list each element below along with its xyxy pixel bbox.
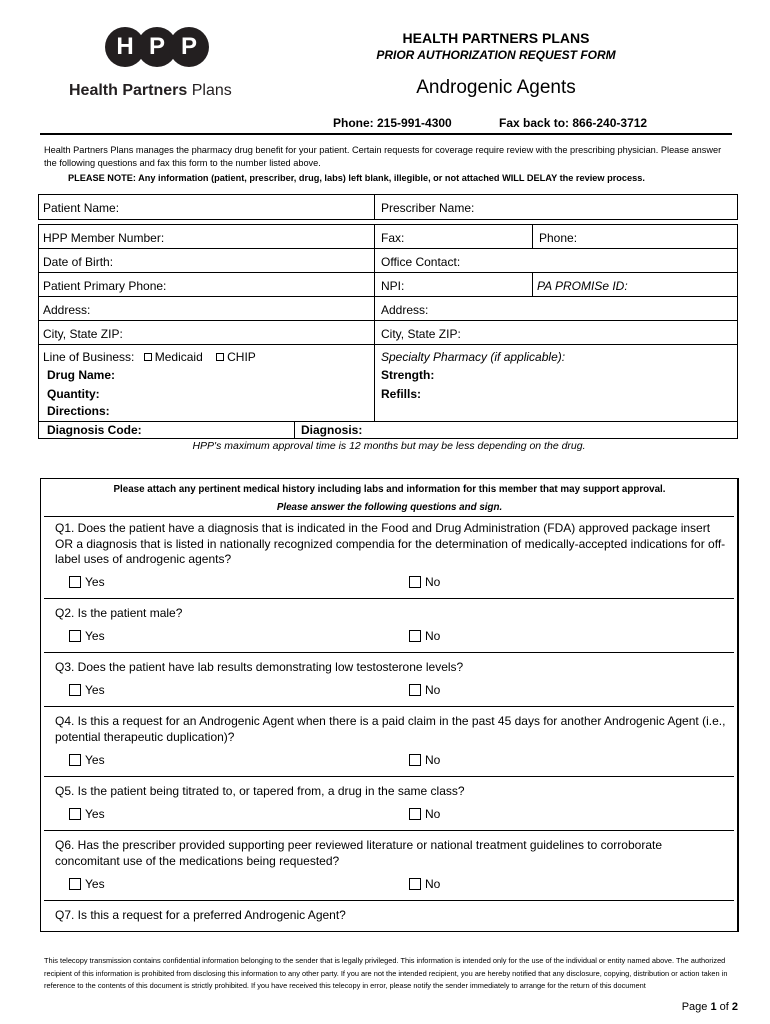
please-note: PLEASE NOTE: Any information (patient, prescriber, drug, labs) left blank, illegible, or not attached WILL DELAY the review process. bbox=[68, 173, 645, 183]
logo-wordmark-light: Plans bbox=[191, 82, 232, 99]
logo-letter-h: H bbox=[105, 27, 145, 67]
form-org-title: HEALTH PARTNERS PLANS bbox=[402, 30, 590, 46]
patient-name-field[interactable]: Patient Name: bbox=[43, 201, 120, 215]
q4-no-option[interactable] bbox=[409, 753, 440, 767]
drug-class-title: Androgenic Agents bbox=[416, 77, 576, 98]
grid-line bbox=[38, 272, 738, 273]
q2-no-label: No bbox=[425, 629, 441, 643]
chip-label: CHIP bbox=[227, 350, 256, 364]
question-separator bbox=[44, 652, 734, 653]
q3-yes-label: Yes bbox=[85, 683, 105, 697]
q5-yes-option[interactable] bbox=[69, 807, 105, 821]
diagnosis-divider bbox=[294, 421, 295, 439]
fax-phone-divider bbox=[532, 224, 533, 248]
logo-letter-p2: P bbox=[169, 27, 209, 67]
info-grid-center-divider bbox=[374, 224, 375, 421]
q2-yes-label: Yes bbox=[85, 629, 105, 643]
q5-no-option[interactable] bbox=[409, 807, 440, 821]
q1-yes-label: Yes bbox=[85, 575, 105, 589]
page-total: 2 bbox=[731, 1001, 738, 1013]
q2-yes-checkbox[interactable] bbox=[69, 630, 81, 642]
answer-questions-note: Please answer the following questions and sign. bbox=[276, 502, 503, 513]
patient-phone-field[interactable]: Patient Primary Phone: bbox=[43, 279, 167, 293]
chip-checkbox[interactable] bbox=[216, 353, 224, 361]
q1-no-option[interactable] bbox=[409, 575, 440, 589]
grid-line bbox=[38, 344, 738, 345]
q5-no-label: No bbox=[425, 807, 441, 821]
logo-letter-p1: P bbox=[137, 27, 177, 67]
prescriber-name-field[interactable]: Prescriber Name: bbox=[381, 201, 475, 215]
question-3: Q3. Does the patient have lab results demonstrating low testosterone levels? bbox=[55, 660, 464, 674]
npi-promise-divider bbox=[532, 272, 533, 296]
dob-field[interactable]: Date of Birth: bbox=[43, 255, 114, 269]
contact-phone: Phone: 215-991-4300 bbox=[333, 116, 452, 130]
logo-wordmark bbox=[69, 82, 232, 100]
question-6: Q6. Has the prescriber provided supporting peer reviewed literature or national treatment guidelines to corroborate concomitant use of the medications being requested? bbox=[55, 838, 662, 868]
q4-no-label: No bbox=[425, 753, 441, 767]
q1-yes-checkbox[interactable] bbox=[69, 576, 81, 588]
q3-no-option[interactable] bbox=[409, 683, 440, 697]
grid-line bbox=[38, 248, 738, 249]
q6-no-option[interactable] bbox=[409, 877, 440, 891]
grid-line bbox=[38, 320, 738, 321]
member-number-field[interactable]: HPP Member Number: bbox=[43, 231, 165, 245]
page-number bbox=[682, 1001, 738, 1013]
directions-field[interactable]: Directions: bbox=[47, 404, 110, 418]
question-separator bbox=[44, 830, 734, 831]
question-1: Q1. Does the patient have a diagnosis that is indicated in the Food and Drug Administration (FDA) approved package insert OR a diagnosis that is listed in nationally recognized compendia for the determination of medically-accepted indications for off-label uses of androgenic agents? bbox=[55, 521, 726, 566]
q5-yes-label: Yes bbox=[85, 807, 105, 821]
prescriber-address-field[interactable]: Address: bbox=[381, 303, 429, 317]
q5-yes-checkbox[interactable] bbox=[69, 808, 81, 820]
q4-yes-label: Yes bbox=[85, 753, 105, 767]
confidentiality-notice: This telecopy transmission contains confidential information belonging to the sender that is legally privileged. This information is intended only for the use of the individual or entity named above. The authorized recipient of this information is prohibited from disclosing this information to any other party. If you are not the intended recipient, you are hereby notified that any disclosure, copying, distribution or action taken in reference to the contents of this document is strictly prohibited. If you have received this telecopy in error, please notify the sender immediately to arrange for the return of this document bbox=[44, 956, 728, 990]
question-separator bbox=[44, 776, 734, 777]
prescriber-fax-field[interactable]: Fax: bbox=[381, 231, 405, 245]
q6-yes-checkbox[interactable] bbox=[69, 878, 81, 890]
q6-yes-label: Yes bbox=[85, 877, 105, 891]
name-row-divider bbox=[374, 194, 375, 220]
q3-yes-checkbox[interactable] bbox=[69, 684, 81, 696]
prescriber-city-field[interactable]: City, State ZIP: bbox=[381, 327, 461, 341]
contact-fax: Fax back to: 866-240-3712 bbox=[499, 116, 648, 130]
q1-no-checkbox[interactable] bbox=[409, 576, 421, 588]
office-contact-field[interactable]: Office Contact: bbox=[381, 255, 461, 269]
q4-yes-checkbox[interactable] bbox=[69, 754, 81, 766]
question-2: Q2. Is the patient male? bbox=[55, 606, 183, 620]
attach-history-note: Please attach any pertinent medical history including labs and information for this member that may support approval. bbox=[113, 484, 666, 495]
question-separator bbox=[44, 516, 734, 517]
q6-no-label: No bbox=[425, 877, 441, 891]
logo-circles bbox=[105, 27, 209, 67]
prescriber-phone-field[interactable]: Phone: bbox=[539, 231, 578, 245]
q3-no-checkbox[interactable] bbox=[409, 684, 421, 696]
strength-field[interactable]: Strength: bbox=[381, 368, 435, 382]
grid-line bbox=[38, 421, 738, 422]
medicaid-checkbox[interactable] bbox=[144, 353, 152, 361]
patient-address-field[interactable]: Address: bbox=[43, 303, 91, 317]
q6-no-checkbox[interactable] bbox=[409, 878, 421, 890]
question-separator bbox=[44, 900, 734, 901]
line-of-business bbox=[43, 350, 256, 364]
pa-promise-id-field[interactable]: PA PROMISe ID: bbox=[537, 279, 628, 293]
form-subtitle: PRIOR AUTHORIZATION REQUEST FORM bbox=[376, 48, 616, 62]
hpp-logo bbox=[68, 27, 244, 101]
medicaid-label: Medicaid bbox=[154, 350, 203, 364]
page-of: of bbox=[716, 1001, 732, 1013]
npi-field[interactable]: NPI: bbox=[381, 279, 405, 293]
page-prefix: Page bbox=[681, 1001, 711, 1013]
header-divider bbox=[40, 133, 732, 135]
q2-no-checkbox[interactable] bbox=[409, 630, 421, 642]
q3-yes-option[interactable] bbox=[69, 683, 105, 697]
patient-city-field[interactable]: City, State ZIP: bbox=[43, 327, 123, 341]
refills-field[interactable]: Refills: bbox=[381, 387, 422, 401]
drug-name-field[interactable]: Drug Name: bbox=[47, 368, 116, 382]
q1-no-label: No bbox=[425, 575, 441, 589]
grid-line bbox=[38, 296, 738, 297]
diagnosis-code-field[interactable]: Diagnosis Code: bbox=[47, 423, 142, 437]
q5-no-checkbox[interactable] bbox=[409, 808, 421, 820]
approval-time-note: HPP's maximum approval time is 12 months but may be less depending on the drug. bbox=[192, 440, 586, 452]
specialty-pharmacy-field[interactable]: Specialty Pharmacy (if applicable): bbox=[381, 350, 566, 364]
q4-no-checkbox[interactable] bbox=[409, 754, 421, 766]
q4-yes-option[interactable] bbox=[69, 753, 105, 767]
question-separator bbox=[44, 598, 734, 599]
logo-wordmark-bold: Health Partners bbox=[69, 82, 188, 99]
question-5: Q5. Is the patient being titrated to, or tapered from, a drug in the same class? bbox=[55, 784, 465, 798]
page-current: 1 bbox=[710, 1001, 717, 1013]
q2-no-option[interactable] bbox=[409, 629, 440, 643]
quantity-field[interactable]: Quantity: bbox=[47, 387, 100, 401]
question-7: Q7. Is this a request for a preferred Androgenic Agent? bbox=[55, 908, 346, 922]
q3-no-label: No bbox=[425, 683, 441, 697]
intro-text: Health Partners Plans manages the pharmacy drug benefit for your patient. Certain requests for coverage require review with the prescribing physician. Please answer the following questions and fax this form to the number listed above. bbox=[44, 145, 722, 168]
q2-yes-option[interactable] bbox=[69, 629, 105, 643]
diagnosis-field[interactable]: Diagnosis: bbox=[301, 423, 363, 437]
line-of-business-label: Line of Business: bbox=[43, 350, 135, 364]
question-4: Q4. Is this a request for an Androgenic Agent when there is a paid claim in the past 45 days for another Androgenic Agent (i.e., potential therapeutic duplication)? bbox=[55, 714, 726, 744]
q6-yes-option[interactable] bbox=[69, 877, 105, 891]
q1-yes-option[interactable] bbox=[69, 575, 105, 589]
question-separator bbox=[44, 706, 734, 707]
